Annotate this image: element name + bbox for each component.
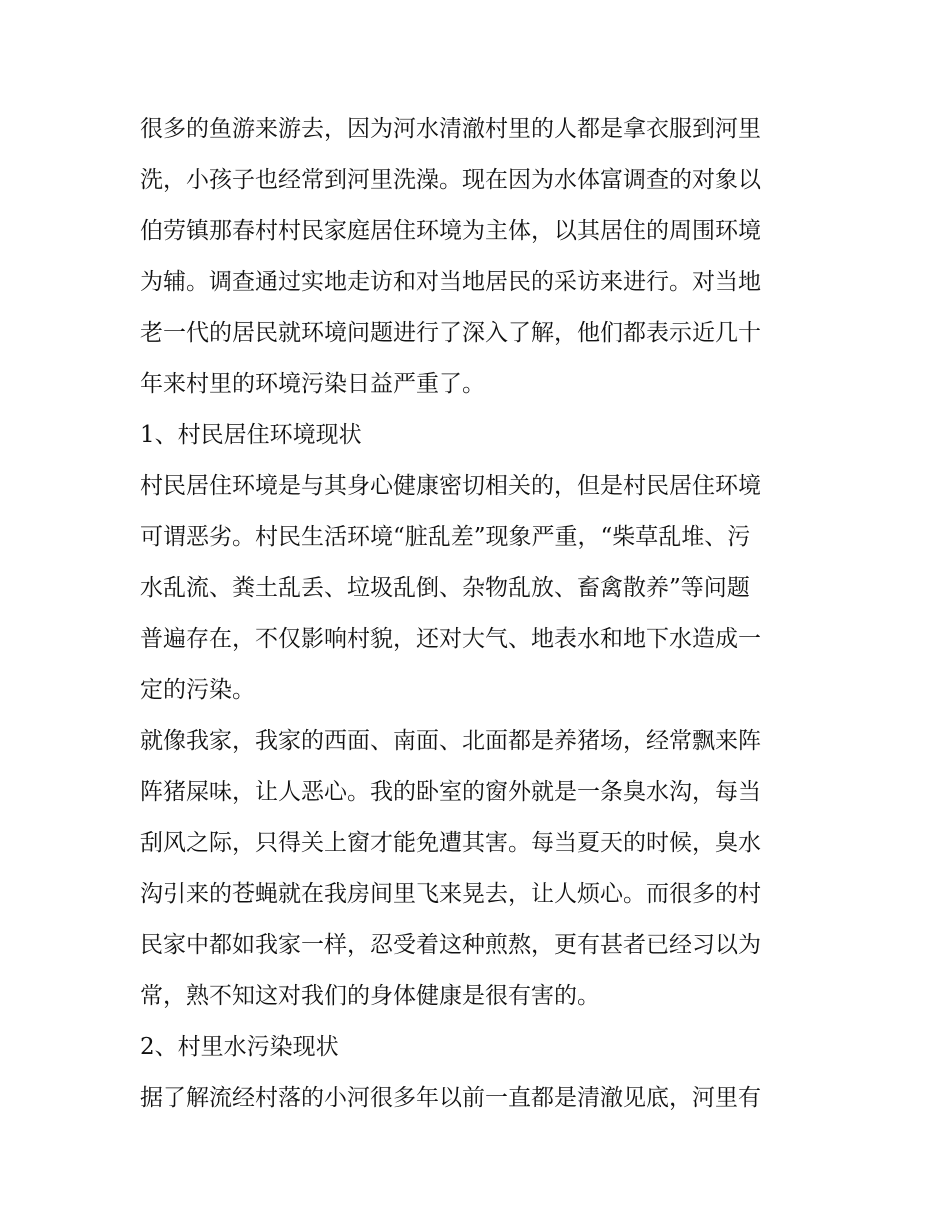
- paragraph-line: 可谓恶劣。村民生活环境“脏乱差”现象严重，“柴草乱堆、污: [140, 524, 751, 550]
- paragraph-line: 老一代的居民就环境问题进行了深入了解，他们都表示近几十: [140, 320, 761, 346]
- paragraph-line: 沟引来的苍蝇就在我房间里飞来晃去，让人烦心。而很多的村: [140, 881, 761, 907]
- paragraph-line: 普遍存在，不仅影响村貌，还对大气、地表水和地下水造成一: [140, 626, 761, 652]
- paragraph-line: 民家中都如我家一样，忍受着这种煎熬，更有甚者已经习以为: [140, 932, 761, 958]
- section-heading-2: 2、村里水污染现状: [140, 1034, 339, 1060]
- paragraph-line: 洗，小孩子也经常到河里洗澡。现在因为水体富调查的对象以: [140, 167, 761, 193]
- paragraph-line: 为辅。调查通过实地走访和对当地居民的采访来进行。对当地: [140, 269, 761, 295]
- paragraph-line: 伯劳镇那春村村民家庭居住环境为主体，以其居住的周围环境: [140, 218, 761, 244]
- paragraph-line: 据了解流经村落的小河很多年以前一直都是清澈见底，河里有: [140, 1085, 761, 1111]
- paragraph-line: 定的污染。: [140, 677, 255, 703]
- paragraph-line: 常，熟不知这对我们的身体健康是很有害的。: [140, 983, 600, 1009]
- paragraph-line: 阵猪屎味，让人恶心。我的卧室的窗外就是一条臭水沟，每当: [140, 779, 761, 805]
- paragraph-line: 就像我家，我家的西面、南面、北面都是养猪场，经常飘来阵: [140, 728, 761, 754]
- paragraph-line: 刮风之际，只得关上窗才能免遭其害。每当夏天的时候，臭水: [140, 830, 761, 856]
- paragraph-line: 村民居住环境是与其身心健康密切相关的，但是村民居住环境: [140, 473, 761, 499]
- paragraph-line: 年来村里的环境污染日益严重了。: [140, 371, 485, 397]
- document-body: [140, 104, 820, 1124]
- section-heading-1: 1、村民居住环境现状: [140, 422, 362, 448]
- paragraph-line: 水乱流、粪土乱丢、垃圾乱倒、杂物乱放、畜禽散养”等问题: [140, 575, 750, 601]
- paragraph-line: 很多的鱼游来游去，因为河水清澈村里的人都是拿衣服到河里: [140, 116, 761, 142]
